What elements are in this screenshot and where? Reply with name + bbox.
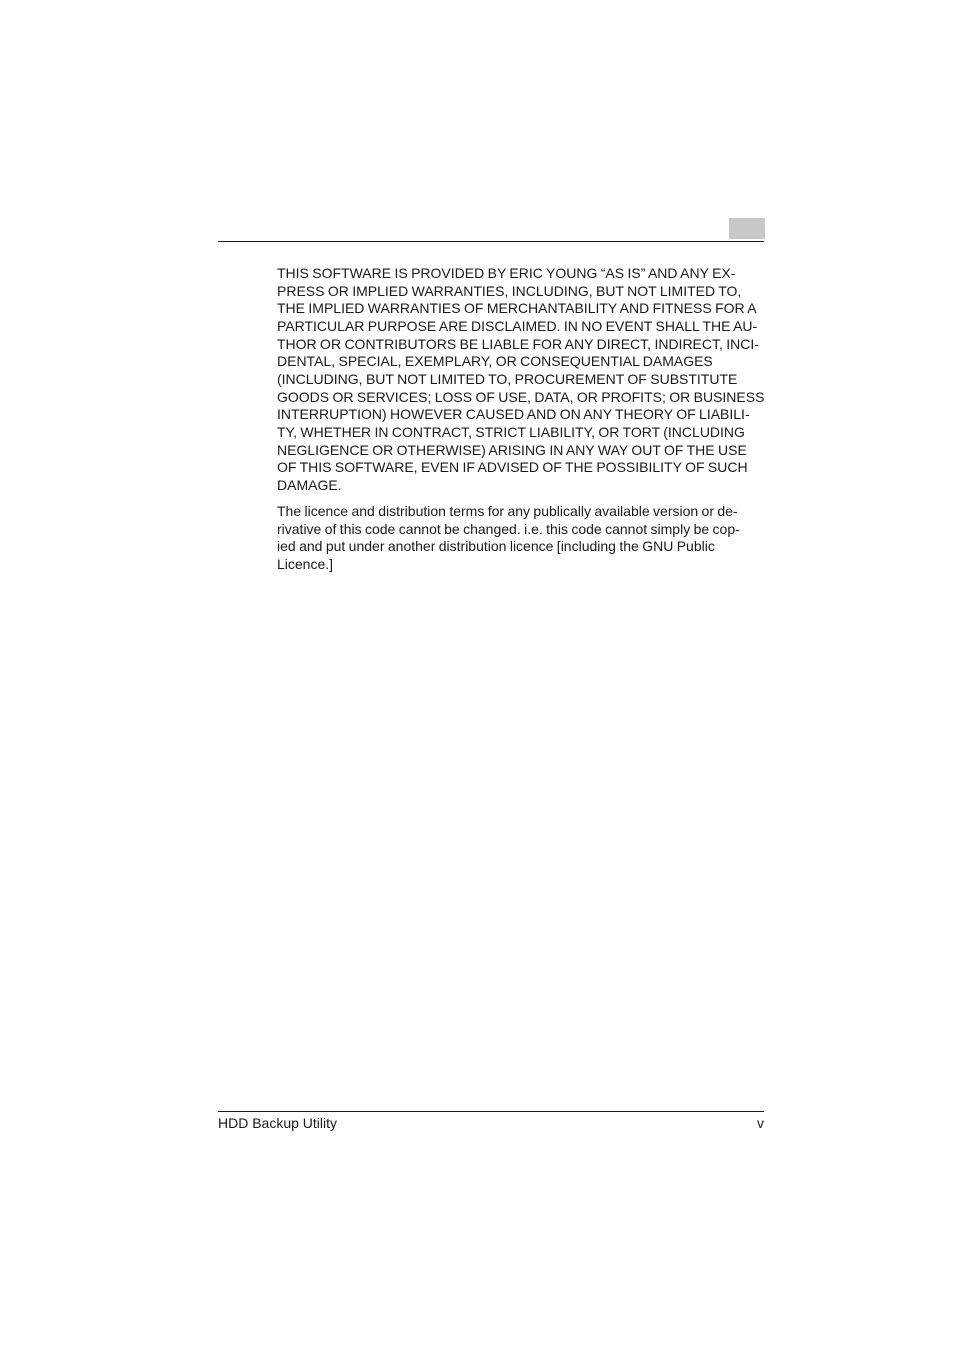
disclaimer-line: THE IMPLIED WARRANTIES OF MERCHANTABILITY AND FITNESS FOR A (277, 300, 757, 317)
disclaimer-line: DAMAGE. (277, 476, 342, 493)
licence-line: The licence and distribution terms for any publically available version or de- (277, 503, 738, 520)
disclaimer-line: (INCLUDING, BUT NOT LIMITED TO, PROCUREMENT OF SUBSTITUTE (277, 370, 738, 387)
licence-paragraph (277, 503, 765, 574)
licence-line: Licence.] (277, 556, 334, 572)
header-rule (218, 241, 764, 242)
disclaimer-line: GOODS OR SERVICES; LOSS OF USE, DATA, OR PROFITS; OR BUSINESS (277, 388, 765, 405)
disclaimer-line: NEGLIGENCE OR OTHERWISE) ARISING IN ANY WAY OUT OF THE USE (277, 441, 747, 458)
disclaimer-line: TY, WHETHER IN CONTRACT, STRICT LIABILITY, OR TORT (INCLUDING (277, 423, 745, 440)
disclaimer-line: THOR OR CONTRIBUTORS BE LIABLE FOR ANY DIRECT, INDIRECT, INCI- (277, 335, 759, 352)
licence-line: ied and put under another distribution licence [including the GNU Public (277, 538, 715, 555)
disclaimer-line: INTERRUPTION) HOWEVER CAUSED AND ON ANY THEORY OF LIABILI- (277, 406, 750, 423)
page-body (277, 265, 765, 574)
footer-page-number: v (757, 1115, 764, 1131)
licence-line: rivative of this code cannot be changed. i.e. this code cannot simply be cop- (277, 520, 740, 537)
disclaimer-line: PARTICULAR PURPOSE ARE DISCLAIMED. IN NO EVENT SHALL THE AU- (277, 317, 758, 334)
disclaimer-line: DENTAL, SPECIAL, EXEMPLARY, OR CONSEQUENTIAL DAMAGES (277, 353, 713, 370)
disclaimer-line: PRESS OR IMPLIED WARRANTIES, INCLUDING, BUT NOT LIMITED TO, (277, 282, 742, 299)
footer-document-title: HDD Backup Utility (218, 1115, 338, 1131)
disclaimer-line: OF THIS SOFTWARE, EVEN IF ADVISED OF THE POSSIBILITY OF SUCH (277, 459, 748, 476)
disclaimer-paragraph (277, 265, 765, 495)
disclaimer-line: THIS SOFTWARE IS PROVIDED BY ERIC YOUNG “AS IS” AND ANY EX- (277, 265, 736, 281)
header-tab-marker (729, 218, 765, 239)
footer-rule (218, 1111, 764, 1112)
